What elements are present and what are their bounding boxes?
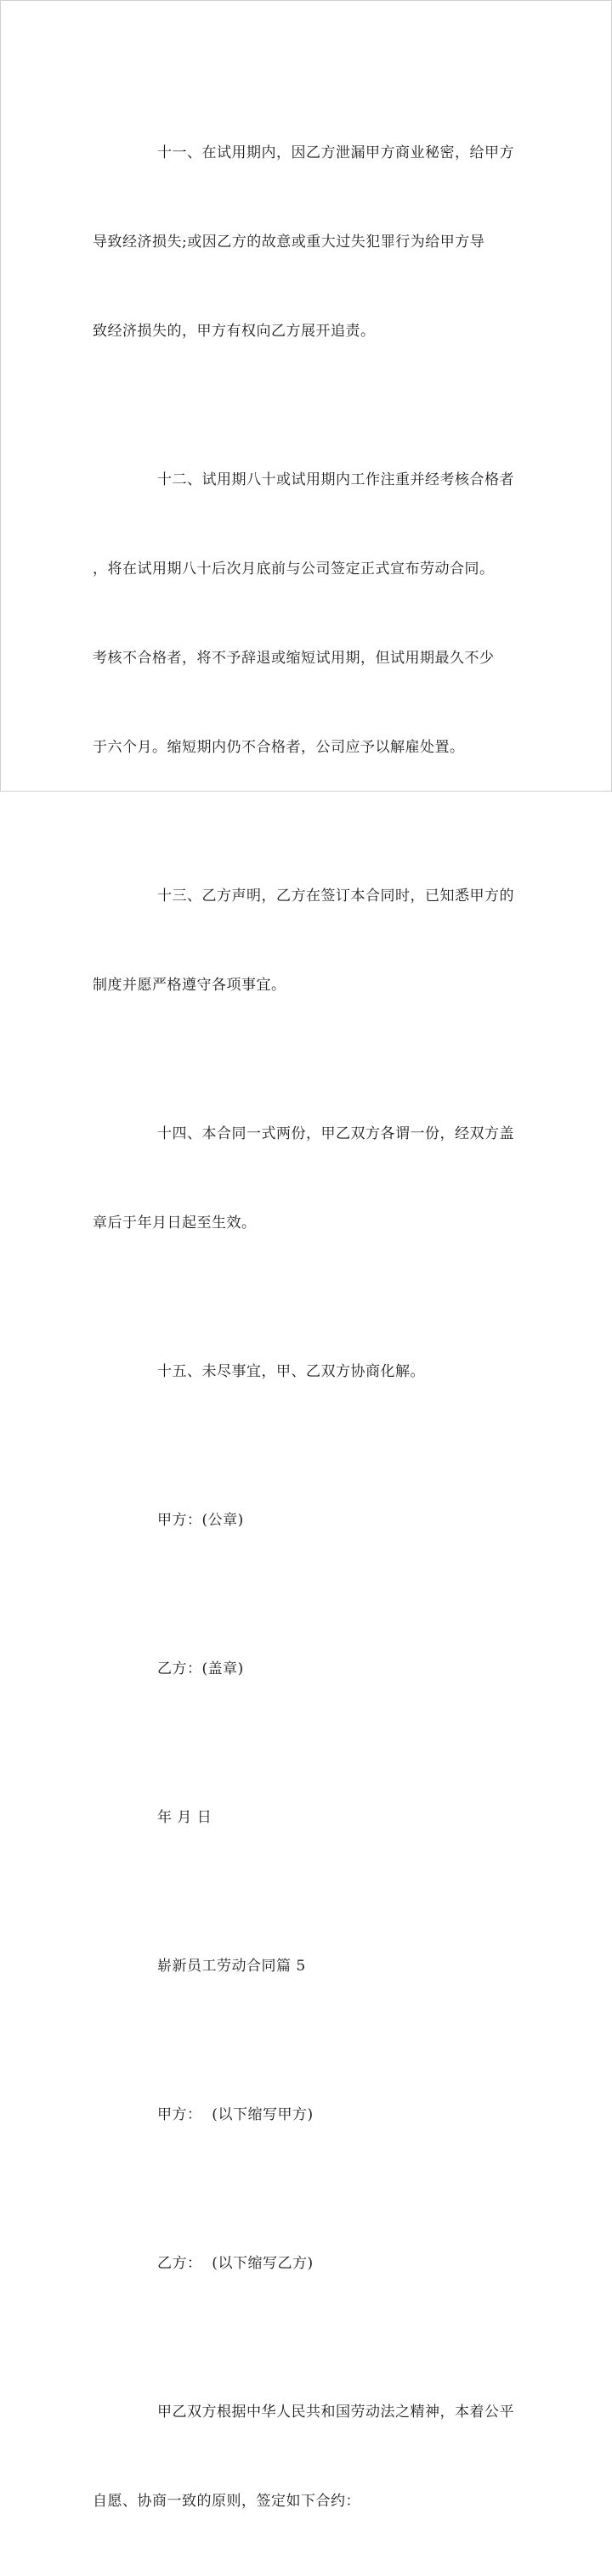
section-heading bbox=[93, 1892, 518, 2041]
text-line: 年 月 日 bbox=[157, 1809, 212, 1826]
text-line: 甲方： (以下缩写甲方) bbox=[157, 2106, 314, 2123]
text-line: 章后于年月日起至生效。 bbox=[93, 1215, 257, 1232]
paragraph-clause-13 bbox=[93, 822, 518, 1060]
text-line: 十一、在试用期内，因乙方泄漏甲方商业秘密，给甲方 bbox=[157, 144, 514, 161]
text-line: 十四、本合同一式两份，甲乙双方各谓一份，经双方盖 bbox=[157, 1125, 514, 1142]
paragraph-clause-14 bbox=[93, 1060, 518, 1298]
text-line: 十二、试用期八十或试用期内工作注重并经考核合格者 bbox=[157, 471, 514, 488]
text-line: ，将在试用期八十后次月底前与公司签定正式宣布劳动合同。 bbox=[93, 561, 495, 578]
paragraph-clause-15 bbox=[93, 1298, 518, 1446]
paragraph-clause-12 bbox=[93, 406, 518, 822]
text-line: 十三、乙方声明，乙方在签订本合同时，已知悉甲方的 bbox=[157, 888, 514, 905]
paragraph-clause-11 bbox=[93, 79, 518, 406]
paragraph-preamble bbox=[93, 2338, 518, 2576]
text-line: 乙方： (以下缩写乙方) bbox=[157, 2255, 314, 2272]
party-b-line bbox=[93, 2190, 518, 2338]
text-line: 致经济损失的，甲方有权向乙方展开追责。 bbox=[93, 323, 376, 340]
text-line: 自愿、协商一致的原则，签定如下合约： bbox=[93, 2493, 360, 2510]
text-line: 甲方：(公章) bbox=[157, 1512, 244, 1529]
party-b-seal-line bbox=[93, 1595, 518, 1744]
party-a-line bbox=[93, 2041, 518, 2190]
date-line bbox=[93, 1744, 518, 1892]
text-line: 考核不合格者，将不予辞退或缩短试用期，但试用期最久不少 bbox=[93, 650, 495, 667]
document-body bbox=[93, 79, 518, 2576]
text-line: 导致经济损失;或因乙方的故意或重大过失犯罪行为给甲方导 bbox=[93, 234, 485, 251]
text-line: 崭新员工劳动合同篇 5 bbox=[157, 1958, 306, 1975]
party-a-seal-line bbox=[93, 1446, 518, 1595]
text-line: 于六个月。缩短期内仍不合格者，公司应予以解雇处置。 bbox=[93, 739, 465, 756]
text-line: 乙方：(盖章) bbox=[157, 1660, 244, 1677]
text-line: 十五、未尽事宜，甲、乙双方协商化解。 bbox=[157, 1363, 425, 1380]
text-line: 甲乙双方根据中华人民共和国劳动法之精神，本着公平 bbox=[157, 2404, 514, 2421]
text-line: 制度并愿严格遵守各项事宜。 bbox=[93, 977, 286, 994]
